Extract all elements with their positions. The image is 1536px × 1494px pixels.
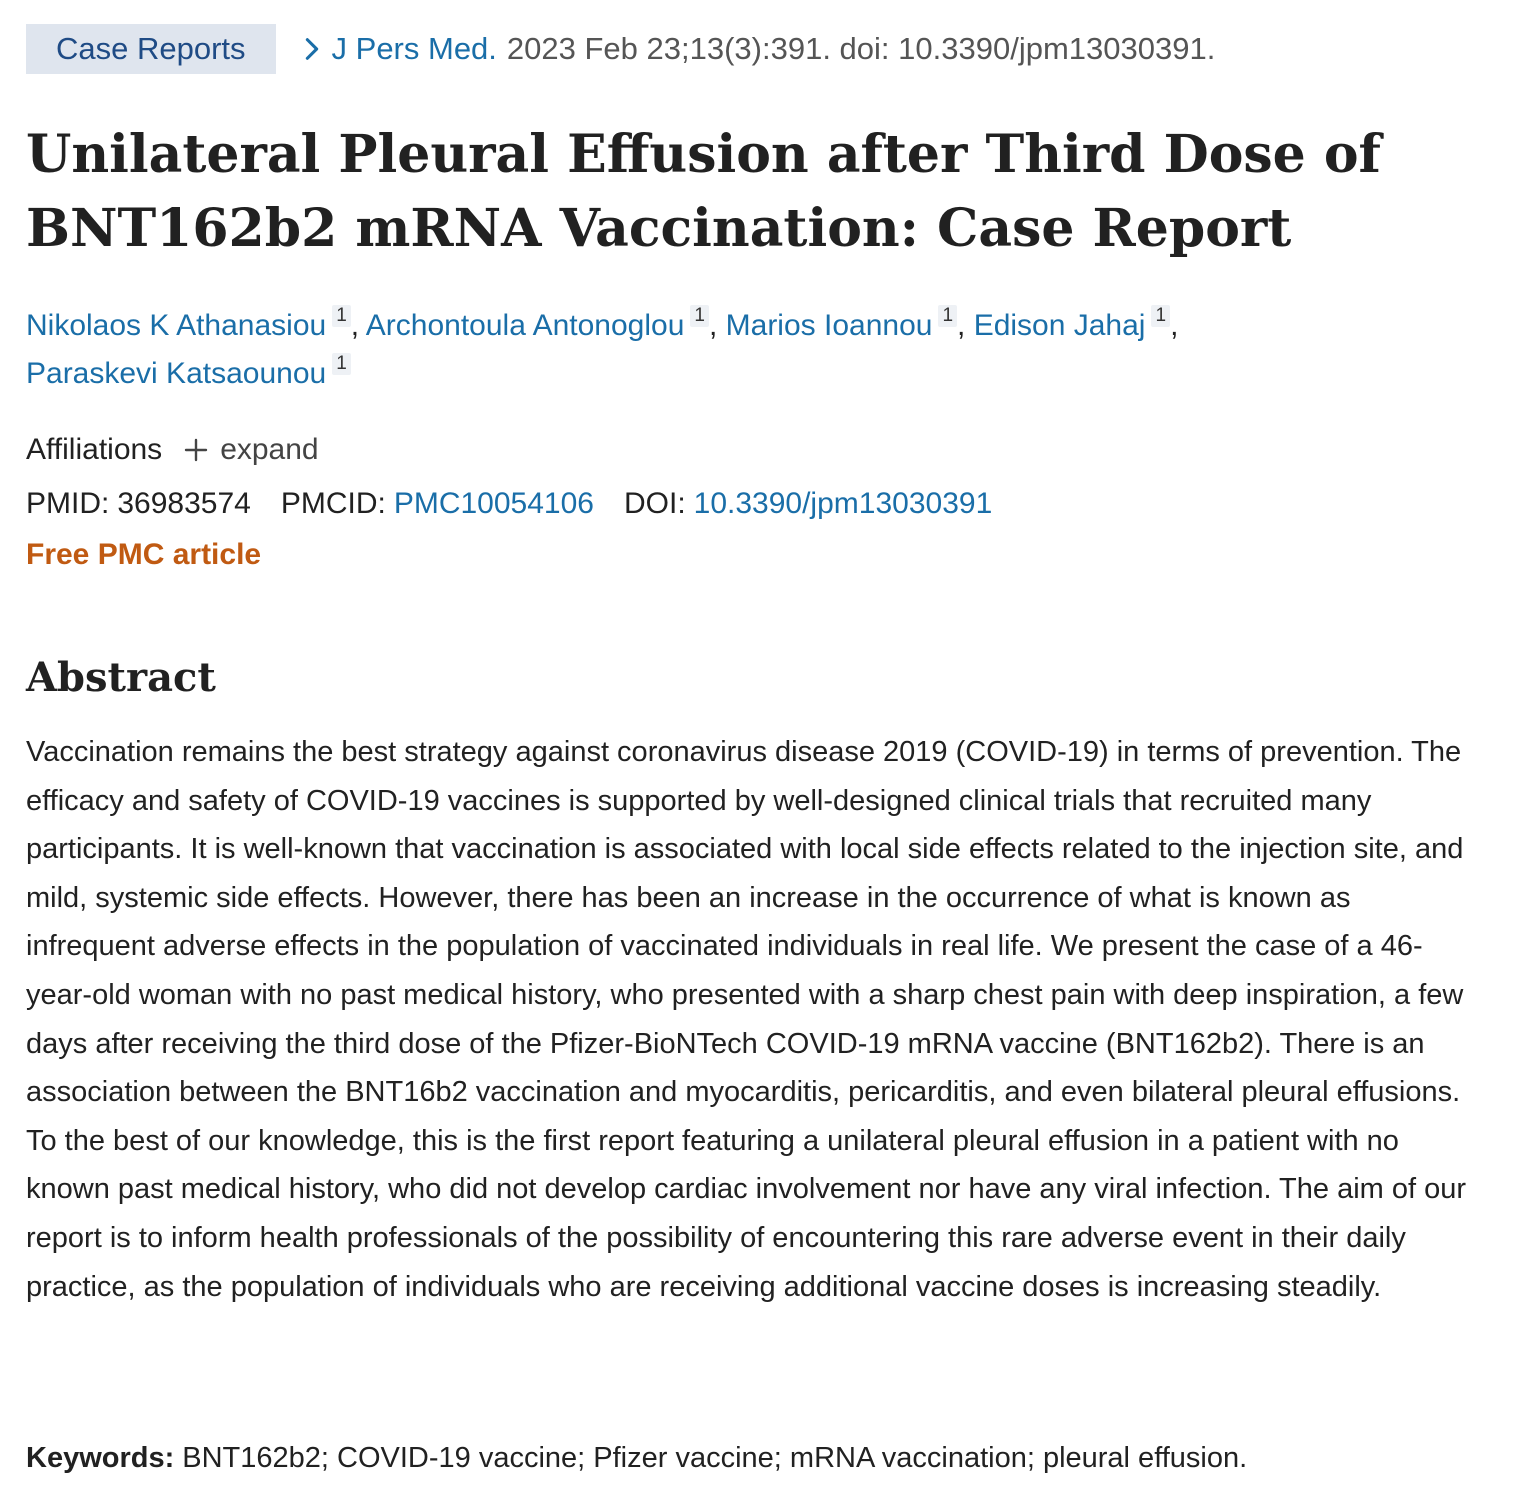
author-list: Nikolaos K Athanasiou $^1$ , Archontoula Antonoglou $^1$ , Marios Ioannou $^1$ , Edison Jahaj $^1$ , Paraskevi Katsaounou $^1$ — [26, 305, 1179, 390]
citation-bar — [26, 24, 1215, 74]
citation-text: 2023 Feb 23;13(3):391. doi: 10.3390/jpm13030391. — [506, 31, 1216, 66]
pmcid-group — [281, 487, 594, 521]
author-item — [365, 305, 709, 342]
author-link[interactable]: Archontoula Antonoglou — [365, 309, 685, 342]
affiliations-label: Affiliations — [26, 433, 163, 466]
affiliation-ref[interactable]: 1 — [332, 305, 351, 327]
author-item — [26, 353, 351, 390]
pmcid-link[interactable]: PMC10054106 — [393, 487, 594, 520]
affiliation-ref[interactable]: 1 — [1151, 305, 1170, 327]
publication-type-link[interactable]: Case Reports — [26, 24, 276, 74]
author-link[interactable]: Marios Ioannou — [725, 309, 933, 342]
author-item — [725, 305, 957, 342]
affiliation-ref[interactable]: 1 — [938, 305, 957, 327]
author-item — [973, 305, 1170, 342]
expand-label: expand — [220, 433, 319, 466]
author-link[interactable]: Edison Jahaj — [973, 309, 1146, 342]
pmcid-label: PMCID: — [280, 487, 386, 520]
journal-citation — [298, 31, 1216, 67]
keywords-text: BNT162b2; COVID-19 vaccine; Pfizer vaccine; mRNA vaccination; pleural effusion. — [182, 1442, 1248, 1474]
pmid-group — [26, 487, 251, 521]
doi-link[interactable]: 10.3390/jpm13030391 — [693, 487, 993, 520]
author-link[interactable]: Paraskevi Katsaounou — [26, 357, 327, 390]
affiliations-row — [26, 428, 319, 472]
keywords-row — [26, 1434, 1486, 1482]
chevron-right-icon — [298, 35, 326, 63]
pmid-label: PMID: — [26, 487, 110, 520]
identifiers-row — [26, 482, 1022, 526]
affiliations-expand-button[interactable] — [184, 433, 318, 467]
free-pmc-article-link[interactable]: Free PMC article — [26, 538, 262, 571]
author-link[interactable]: Nikolaos K Athanasiou — [26, 309, 327, 342]
author-item — [26, 305, 351, 342]
abstract-text: Vaccination remains the best strategy against coronavirus disease 2019 (COVID-19) in terms of prevention. The efficacy and safety of COVID-19 vaccines is supported by well-designed clinical trials that recruited many participants. It is well-known that vaccination is associated with local side effects related to the injection site, and mild, systemic side effects. However, there has been an increase in the occurrence of what is known as infrequent adverse effects in the population of vaccinated individuals in real life. We present the case of a 46-year-old woman with no past medical history, who presented with a sharp chest pain with deep inspiration, a few days after receiving the third dose of the Pfizer-BioNTech COVID-19 mRNA vaccine (BNT162b2). There is an association between the BNT16b2 vaccination and myocarditis, pericarditis, and even bilateral pleural effusions. To the best of our knowledge, this is the first report featuring a unilateral pleural effusion in a patient with no known past medical history, who did not develop cardiac involvement nor have any viral infection. The aim of our report is to inform health professionals of the possibility of encountering this rare adverse event in their daily practice, as the population of individuals who are receiving additional vaccine doses is increasing steadily. — [26, 736, 1467, 1303]
journal-link[interactable]: J Pers Med. — [331, 31, 497, 66]
plus-icon — [184, 438, 208, 462]
doi-group — [624, 487, 992, 521]
abstract-heading: Abstract — [26, 654, 216, 701]
pmid-value: 36983574 — [117, 487, 251, 520]
keywords-label: Keywords: — [26, 1442, 175, 1474]
doi-label: DOI: — [623, 487, 686, 520]
affiliation-ref[interactable]: 1 — [332, 353, 351, 375]
article-title: Unilateral Pleural Effusion after Third Dose of BNT162b2 mRNA Vaccination: Case Report — [26, 124, 1381, 259]
affiliation-ref[interactable]: 1 — [690, 305, 709, 327]
